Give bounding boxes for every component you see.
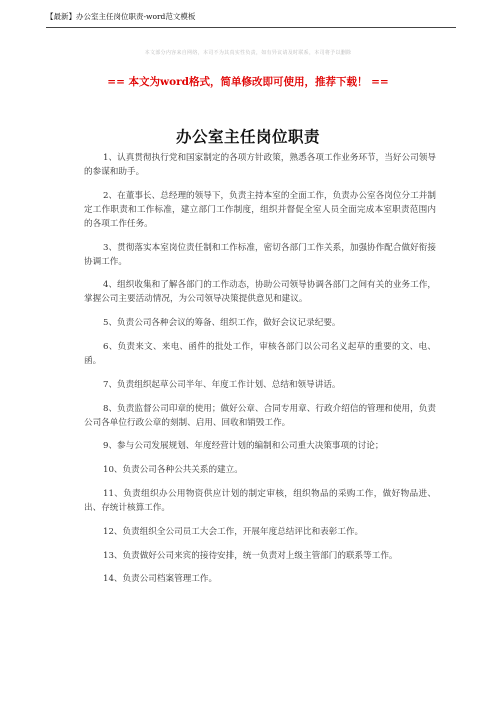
paragraph-4: 4、组织收集和了解各部门的工作动态，协助公司领导协调各部门之间有关的业务工作，掌握公司主要活动情况，为公司领导决策提供意见和建议。: [84, 280, 436, 305]
header-divider: [46, 27, 456, 28]
paragraph-11: 11、负责组织办公用物资供应计划的制定审核，组织物品的采购工作，做好物品进、出、存统计核算工作。: [84, 488, 436, 513]
paragraph-13: 13、负责做好公司来宾的接待安排，统一负责对上级主管部门的联系等工作。: [103, 550, 398, 561]
paragraph-8: 8、负责监督公司印章的使用；做好公章、合同专用章、行政介绍信的管理和使用，负责公司各单位行政公章的刻制、启用、回收和销毁工作。: [84, 403, 436, 428]
paragraph-10: 10、负责公司各种公共关系的建立。: [103, 465, 243, 476]
document-body: [84, 151, 436, 596]
paragraph-12: 12、负责组织全公司员工大会工作，开展年度总结评比和表彰工作。: [103, 526, 364, 537]
paragraph-6: 6、负责来文、来电、函件的批处工作，审核各部门以公司名义起草的重要的文、电、函。: [84, 341, 436, 366]
paragraph-1: 1、认真贯彻执行党和国家制定的各项方针政策，熟悉各项工作业务环节，当好公司领导的参谋和助手。: [84, 153, 436, 177]
disclaimer-text: 本文部分内容来自网络，本司不为其真实性负责，如有异议请及时联系，本司将予以删除: [144, 50, 352, 56]
paragraph-5: 5、负责公司各种会议的筹备、组织工作，做好会议记录纪要。: [103, 318, 341, 329]
paragraph-3: 3、贯彻落实本室岗位责任制和工作标准，密切各部门工作关系，加强协作配合做好衔接协调工作。: [84, 242, 436, 267]
page-header: 【最新】办公室主任岗位职责-word范文模板: [46, 12, 196, 21]
paragraph-14: 14、负责公司档案管理工作。: [103, 574, 218, 585]
document-title: 办公室主任岗位职责: [175, 127, 320, 146]
paragraph-9: 9、参与公司发展规划、年度经营计划的编制和公司重大决策事项的讨论；: [103, 441, 384, 452]
paragraph-2: 2、在董事长、总经理的领导下，负责主持本室的全面工作，负责办公室各岗位分工并制定工作职责和工作标准，建立部门工作制度，组织并督促全室人员全面完成本室职责范围内的各项工作任务。: [84, 190, 436, 229]
paragraph-7: 7、负责组织起草公司半年、年度工作计划、总结和领导讲话。: [103, 379, 341, 390]
promo-banner: == 本文为word格式，简单修改即可使用，推荐下载！ ==: [107, 76, 389, 88]
